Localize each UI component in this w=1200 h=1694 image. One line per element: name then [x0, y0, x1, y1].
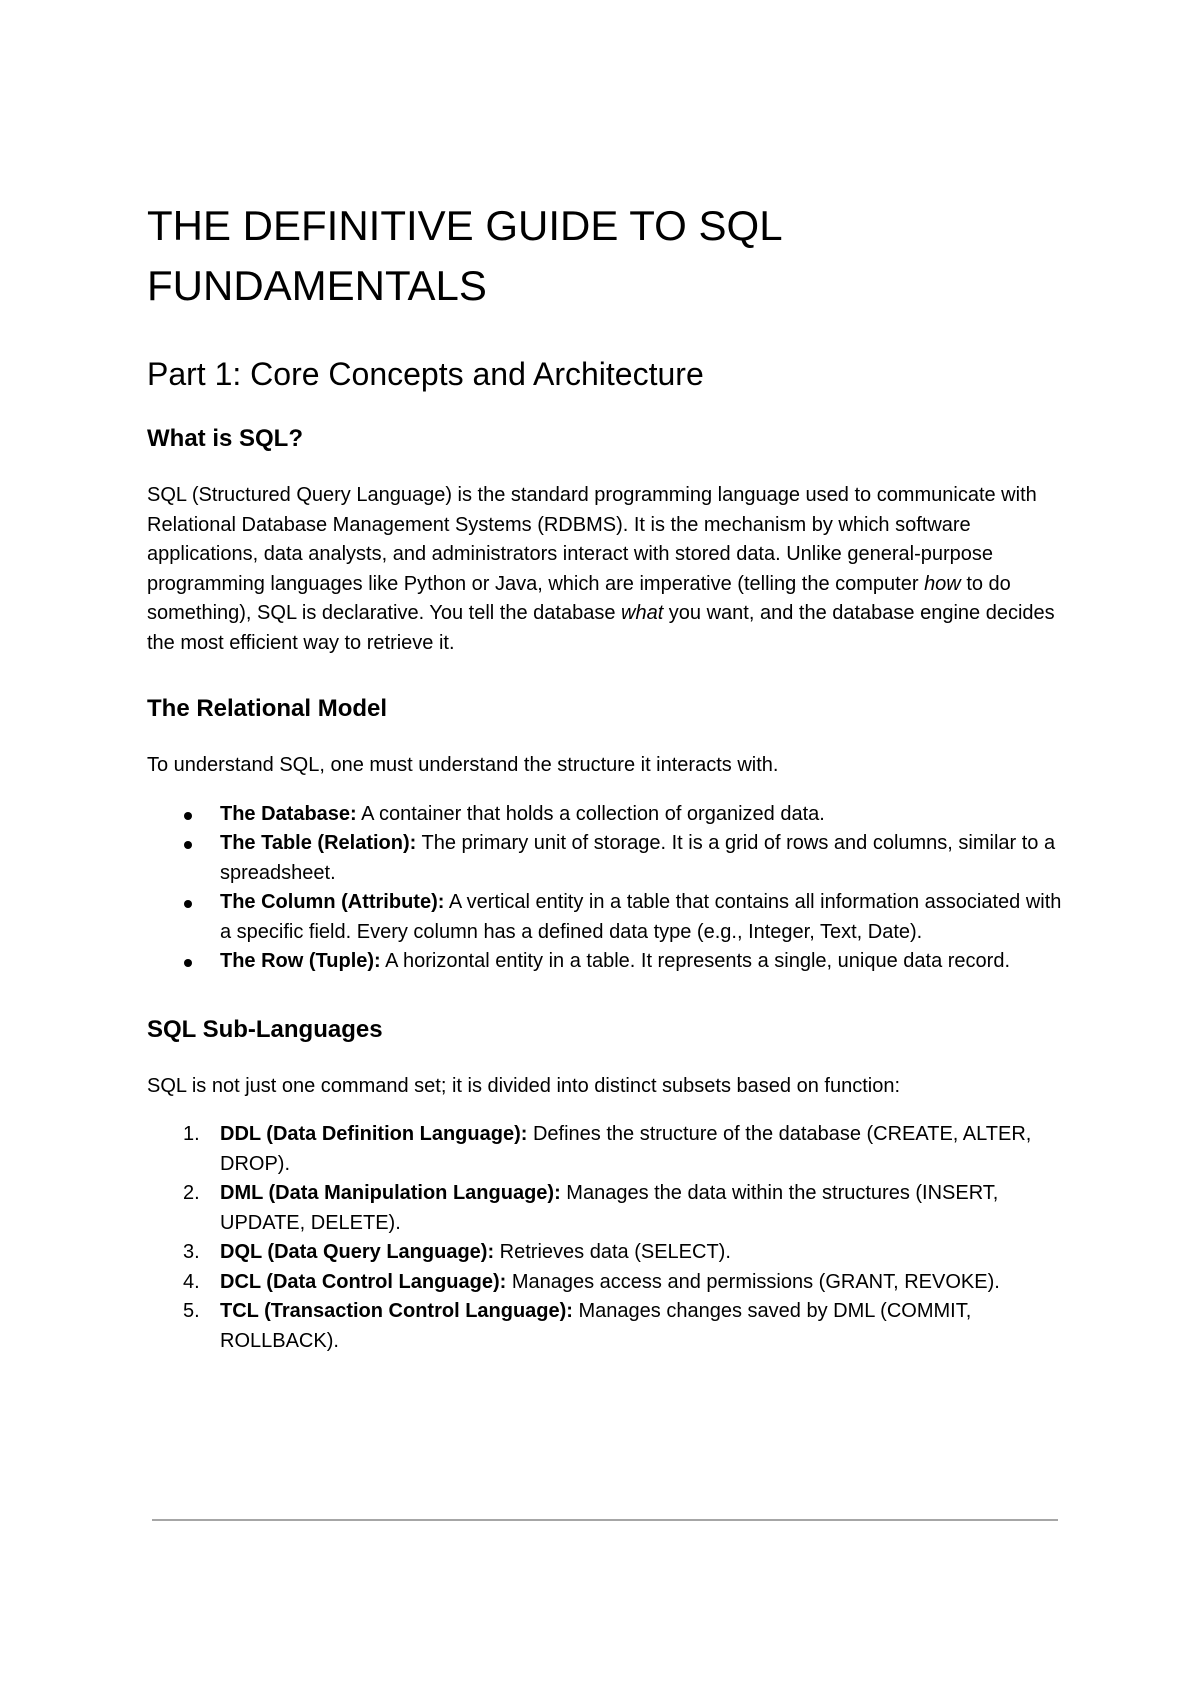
list-item [147, 1297, 1067, 1356]
list-item-term: The Row (Tuple): [220, 950, 381, 972]
list-number: 1. [183, 1123, 200, 1145]
list-item-text: Manages access and permissions (GRANT, REVOKE). [506, 1270, 1000, 1293]
emphasis-what: what [621, 602, 664, 624]
list-number: 2. [183, 1182, 200, 1204]
bullet-icon [184, 841, 192, 849]
list-item [147, 1268, 1067, 1298]
emphasis-how: how [924, 572, 961, 595]
list-item-text: Defines the structure of the database (CREATE, ALTER, DROP). [220, 1123, 1032, 1175]
what-is-sql-paragraph [147, 481, 1067, 658]
document-content [147, 196, 1067, 1356]
list-item [147, 947, 1067, 977]
list-item-term: DCL (Data Control Language): [220, 1270, 507, 1293]
list-item-text: Retrieves data (SELECT). [494, 1241, 731, 1263]
list-item [147, 829, 1067, 888]
sub-languages-intro: SQL is not just one command set; it is divided into distinct subsets based on function: [147, 1074, 900, 1097]
sub-languages-list [147, 1120, 1067, 1356]
relational-model-heading: The Relational Model [147, 695, 388, 722]
list-item-text: A container that holds a collection of organized data. [356, 802, 825, 825]
document-title-line-2: FUNDAMENTALS [147, 262, 487, 309]
list-item [147, 1238, 1067, 1268]
what-is-sql-heading: What is SQL? [147, 425, 303, 452]
paragraph-text: to do something), SQL is declarative. You tell the database [147, 572, 1011, 624]
list-item-term: DQL (Data Query Language): [220, 1241, 495, 1263]
list-item-text: Manages changes saved by DML (COMMIT, ROLLBACK). [220, 1300, 972, 1352]
part-heading: Part 1: Core Concepts and Architecture [147, 356, 704, 392]
list-item-term: The Table (Relation): [220, 832, 417, 854]
paragraph-text: you want, and the database engine decides the most efficient way to retrieve it. [147, 602, 1055, 654]
list-item-text: Manages the data within the structures (INSERT, UPDATE, DELETE). [220, 1182, 999, 1234]
list-item [147, 800, 1067, 830]
list-item-text: The primary unit of storage. It is a grid of rows and columns, similar to a spreadsheet. [220, 832, 1056, 884]
relational-model-list [147, 800, 1067, 977]
list-item [147, 1179, 1067, 1238]
list-number: 3. [183, 1241, 200, 1263]
list-item-term: DDL (Data Definition Language): [220, 1123, 528, 1145]
list-item [147, 888, 1067, 947]
bullet-icon [184, 900, 192, 908]
document-title [147, 196, 1067, 316]
list-number: 5. [183, 1300, 200, 1322]
list-number: 4. [183, 1270, 200, 1293]
bullet-icon [184, 959, 192, 967]
list-item-text: A vertical entity in a table that contains all information associated with a specific field. Every column has a defined data type (e.g., Integer, Text, Date). [220, 891, 1062, 943]
bullet-icon [184, 812, 192, 820]
section-divider [152, 1519, 1058, 1521]
list-item-term: The Database: [220, 802, 357, 825]
document-title-line-1: THE DEFINITIVE GUIDE TO SQL [147, 202, 783, 249]
list-item-term: The Column (Attribute): [220, 891, 445, 913]
list-item-term: TCL (Transaction Control Language): [220, 1300, 573, 1322]
relational-model-intro: To understand SQL, one must understand the structure it interacts with. [147, 754, 779, 776]
list-item-term: DML (Data Manipulation Language): [220, 1182, 561, 1204]
paragraph-text: SQL (Structured Query Language) is the standard programming language used to communicate with Relational Database Management Systems (RDBMS). It is the mechanism by which software applications, data analysts, and administrators interact with stored data. Unlike general-purpose programming languages like Python or Java, which are imperative (telling the computer [147, 484, 1037, 595]
sub-languages-heading: SQL Sub-Languages [147, 1015, 383, 1043]
list-item [147, 1120, 1067, 1179]
list-item-text: A horizontal entity in a table. It represents a single, unique data record. [380, 950, 1010, 972]
